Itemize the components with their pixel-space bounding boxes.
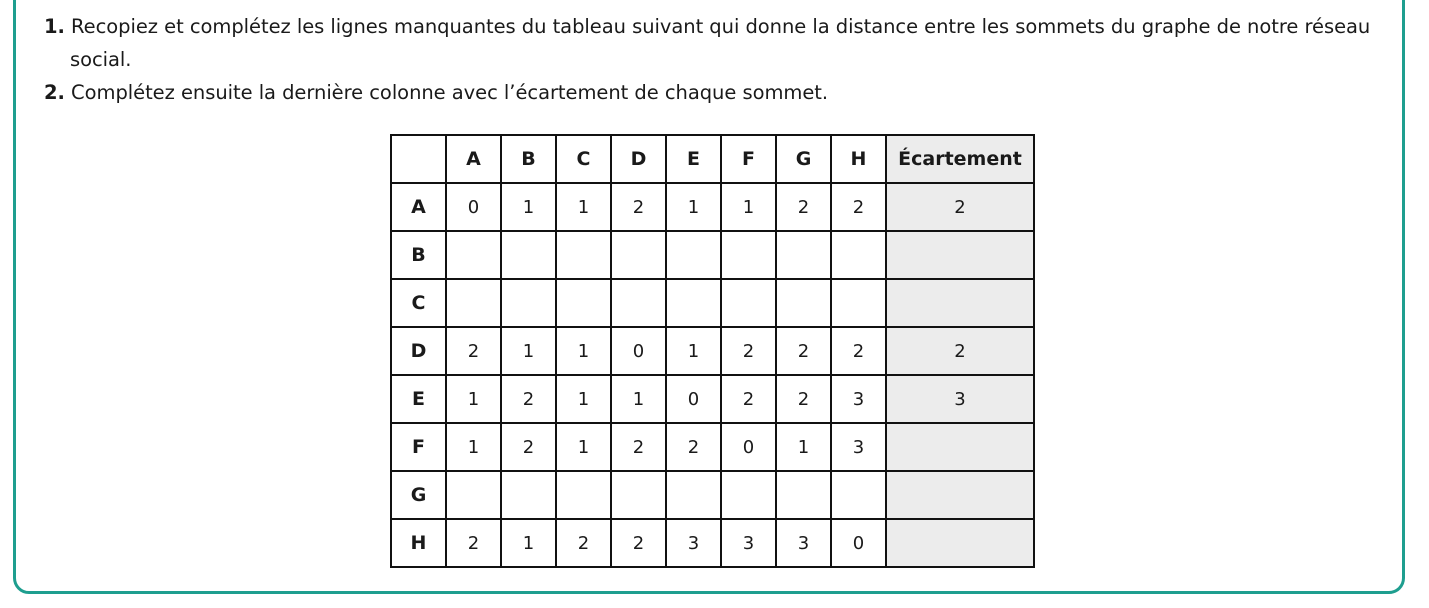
distance-cell: 1 bbox=[776, 423, 831, 471]
distance-cell: 2 bbox=[721, 375, 776, 423]
distance-cell: 3 bbox=[776, 519, 831, 567]
row-header: B bbox=[391, 231, 446, 279]
column-header: B bbox=[501, 135, 556, 183]
distance-cell bbox=[446, 231, 501, 279]
table-row bbox=[391, 183, 1034, 231]
distance-cell: 1 bbox=[721, 183, 776, 231]
distance-cell: 2 bbox=[776, 375, 831, 423]
distance-cell: 1 bbox=[446, 423, 501, 471]
distance-cell: 2 bbox=[501, 423, 556, 471]
question-list bbox=[44, 10, 1384, 109]
distance-cell bbox=[611, 279, 666, 327]
distance-cell: 2 bbox=[831, 183, 886, 231]
ecartement-cell bbox=[886, 231, 1034, 279]
row-header: H bbox=[391, 519, 446, 567]
distance-cell: 0 bbox=[611, 327, 666, 375]
ecartement-cell bbox=[886, 279, 1034, 327]
ecartement-cell bbox=[886, 471, 1034, 519]
distance-cell bbox=[831, 279, 886, 327]
ecartement-cell: 2 bbox=[886, 183, 1034, 231]
table-row bbox=[391, 519, 1034, 567]
distance-cell bbox=[831, 471, 886, 519]
distance-cell bbox=[721, 279, 776, 327]
column-header: E bbox=[666, 135, 721, 183]
column-header: H bbox=[831, 135, 886, 183]
row-header: A bbox=[391, 183, 446, 231]
column-header: A bbox=[446, 135, 501, 183]
distance-cell bbox=[776, 231, 831, 279]
distance-cell: 1 bbox=[501, 327, 556, 375]
distance-cell: 1 bbox=[666, 327, 721, 375]
distance-cell bbox=[776, 279, 831, 327]
distance-cell: 2 bbox=[446, 327, 501, 375]
distance-cell: 3 bbox=[721, 519, 776, 567]
column-header: C bbox=[556, 135, 611, 183]
distance-cell bbox=[611, 231, 666, 279]
distance-cell: 2 bbox=[446, 519, 501, 567]
distance-cell bbox=[501, 279, 556, 327]
distance-cell bbox=[666, 279, 721, 327]
distance-cell bbox=[501, 231, 556, 279]
distance-cell bbox=[721, 471, 776, 519]
column-header: G bbox=[776, 135, 831, 183]
row-header: G bbox=[391, 471, 446, 519]
distance-cell: 2 bbox=[611, 183, 666, 231]
table-corner-cell bbox=[391, 135, 446, 183]
distance-cell: 1 bbox=[556, 423, 611, 471]
column-header: F bbox=[721, 135, 776, 183]
distance-cell: 1 bbox=[501, 183, 556, 231]
distance-cell bbox=[721, 231, 776, 279]
question-text: Recopiez et complétez les lignes manquantes du tableau suivant qui donne la distance entre les sommets du graphe de notre réseau social. bbox=[70, 15, 1371, 71]
ecartement-cell bbox=[886, 423, 1034, 471]
table-header-row bbox=[391, 135, 1034, 183]
question-1 bbox=[44, 10, 1384, 76]
ecartement-header: Écartement bbox=[886, 135, 1034, 183]
distance-cell: 0 bbox=[831, 519, 886, 567]
distance-cell: 2 bbox=[611, 423, 666, 471]
distance-cell bbox=[556, 471, 611, 519]
distance-cell bbox=[776, 471, 831, 519]
row-header: C bbox=[391, 279, 446, 327]
row-header: F bbox=[391, 423, 446, 471]
distance-cell: 3 bbox=[831, 375, 886, 423]
question-2 bbox=[44, 76, 1384, 109]
distance-cell: 1 bbox=[446, 375, 501, 423]
ecartement-cell: 3 bbox=[886, 375, 1034, 423]
distance-cell: 3 bbox=[666, 519, 721, 567]
distance-cell bbox=[611, 471, 666, 519]
table-row bbox=[391, 375, 1034, 423]
table-row bbox=[391, 279, 1034, 327]
distance-cell bbox=[556, 231, 611, 279]
distance-cell bbox=[556, 279, 611, 327]
distance-cell: 2 bbox=[666, 423, 721, 471]
distance-cell bbox=[446, 471, 501, 519]
table-row bbox=[391, 471, 1034, 519]
row-header: D bbox=[391, 327, 446, 375]
distance-cell: 1 bbox=[611, 375, 666, 423]
question-text: Complétez ensuite la dernière colonne avec l’écartement de chaque sommet. bbox=[71, 81, 829, 104]
ecartement-cell: 2 bbox=[886, 327, 1034, 375]
distance-cell: 2 bbox=[501, 375, 556, 423]
distance-cell: 1 bbox=[666, 183, 721, 231]
column-header: D bbox=[611, 135, 666, 183]
distance-cell: 2 bbox=[556, 519, 611, 567]
distance-cell: 0 bbox=[446, 183, 501, 231]
distance-cell: 2 bbox=[611, 519, 666, 567]
table-row bbox=[391, 231, 1034, 279]
distance-cell: 1 bbox=[556, 183, 611, 231]
distance-cell: 2 bbox=[776, 183, 831, 231]
distance-cell: 2 bbox=[776, 327, 831, 375]
distance-table bbox=[390, 134, 1035, 568]
distance-cell bbox=[666, 231, 721, 279]
distance-cell bbox=[666, 471, 721, 519]
distance-cell: 1 bbox=[501, 519, 556, 567]
distance-cell: 0 bbox=[666, 375, 721, 423]
distance-cell: 2 bbox=[721, 327, 776, 375]
distance-cell bbox=[446, 279, 501, 327]
question-number: 1. bbox=[44, 15, 65, 38]
question-number: 2. bbox=[44, 81, 65, 104]
distance-cell: 2 bbox=[831, 327, 886, 375]
distance-cell: 1 bbox=[556, 327, 611, 375]
table-row bbox=[391, 327, 1034, 375]
distance-cell bbox=[501, 471, 556, 519]
distance-cell: 3 bbox=[831, 423, 886, 471]
distance-cell bbox=[831, 231, 886, 279]
table-row bbox=[391, 423, 1034, 471]
distance-cell: 1 bbox=[556, 375, 611, 423]
distance-cell: 0 bbox=[721, 423, 776, 471]
ecartement-cell bbox=[886, 519, 1034, 567]
row-header: E bbox=[391, 375, 446, 423]
